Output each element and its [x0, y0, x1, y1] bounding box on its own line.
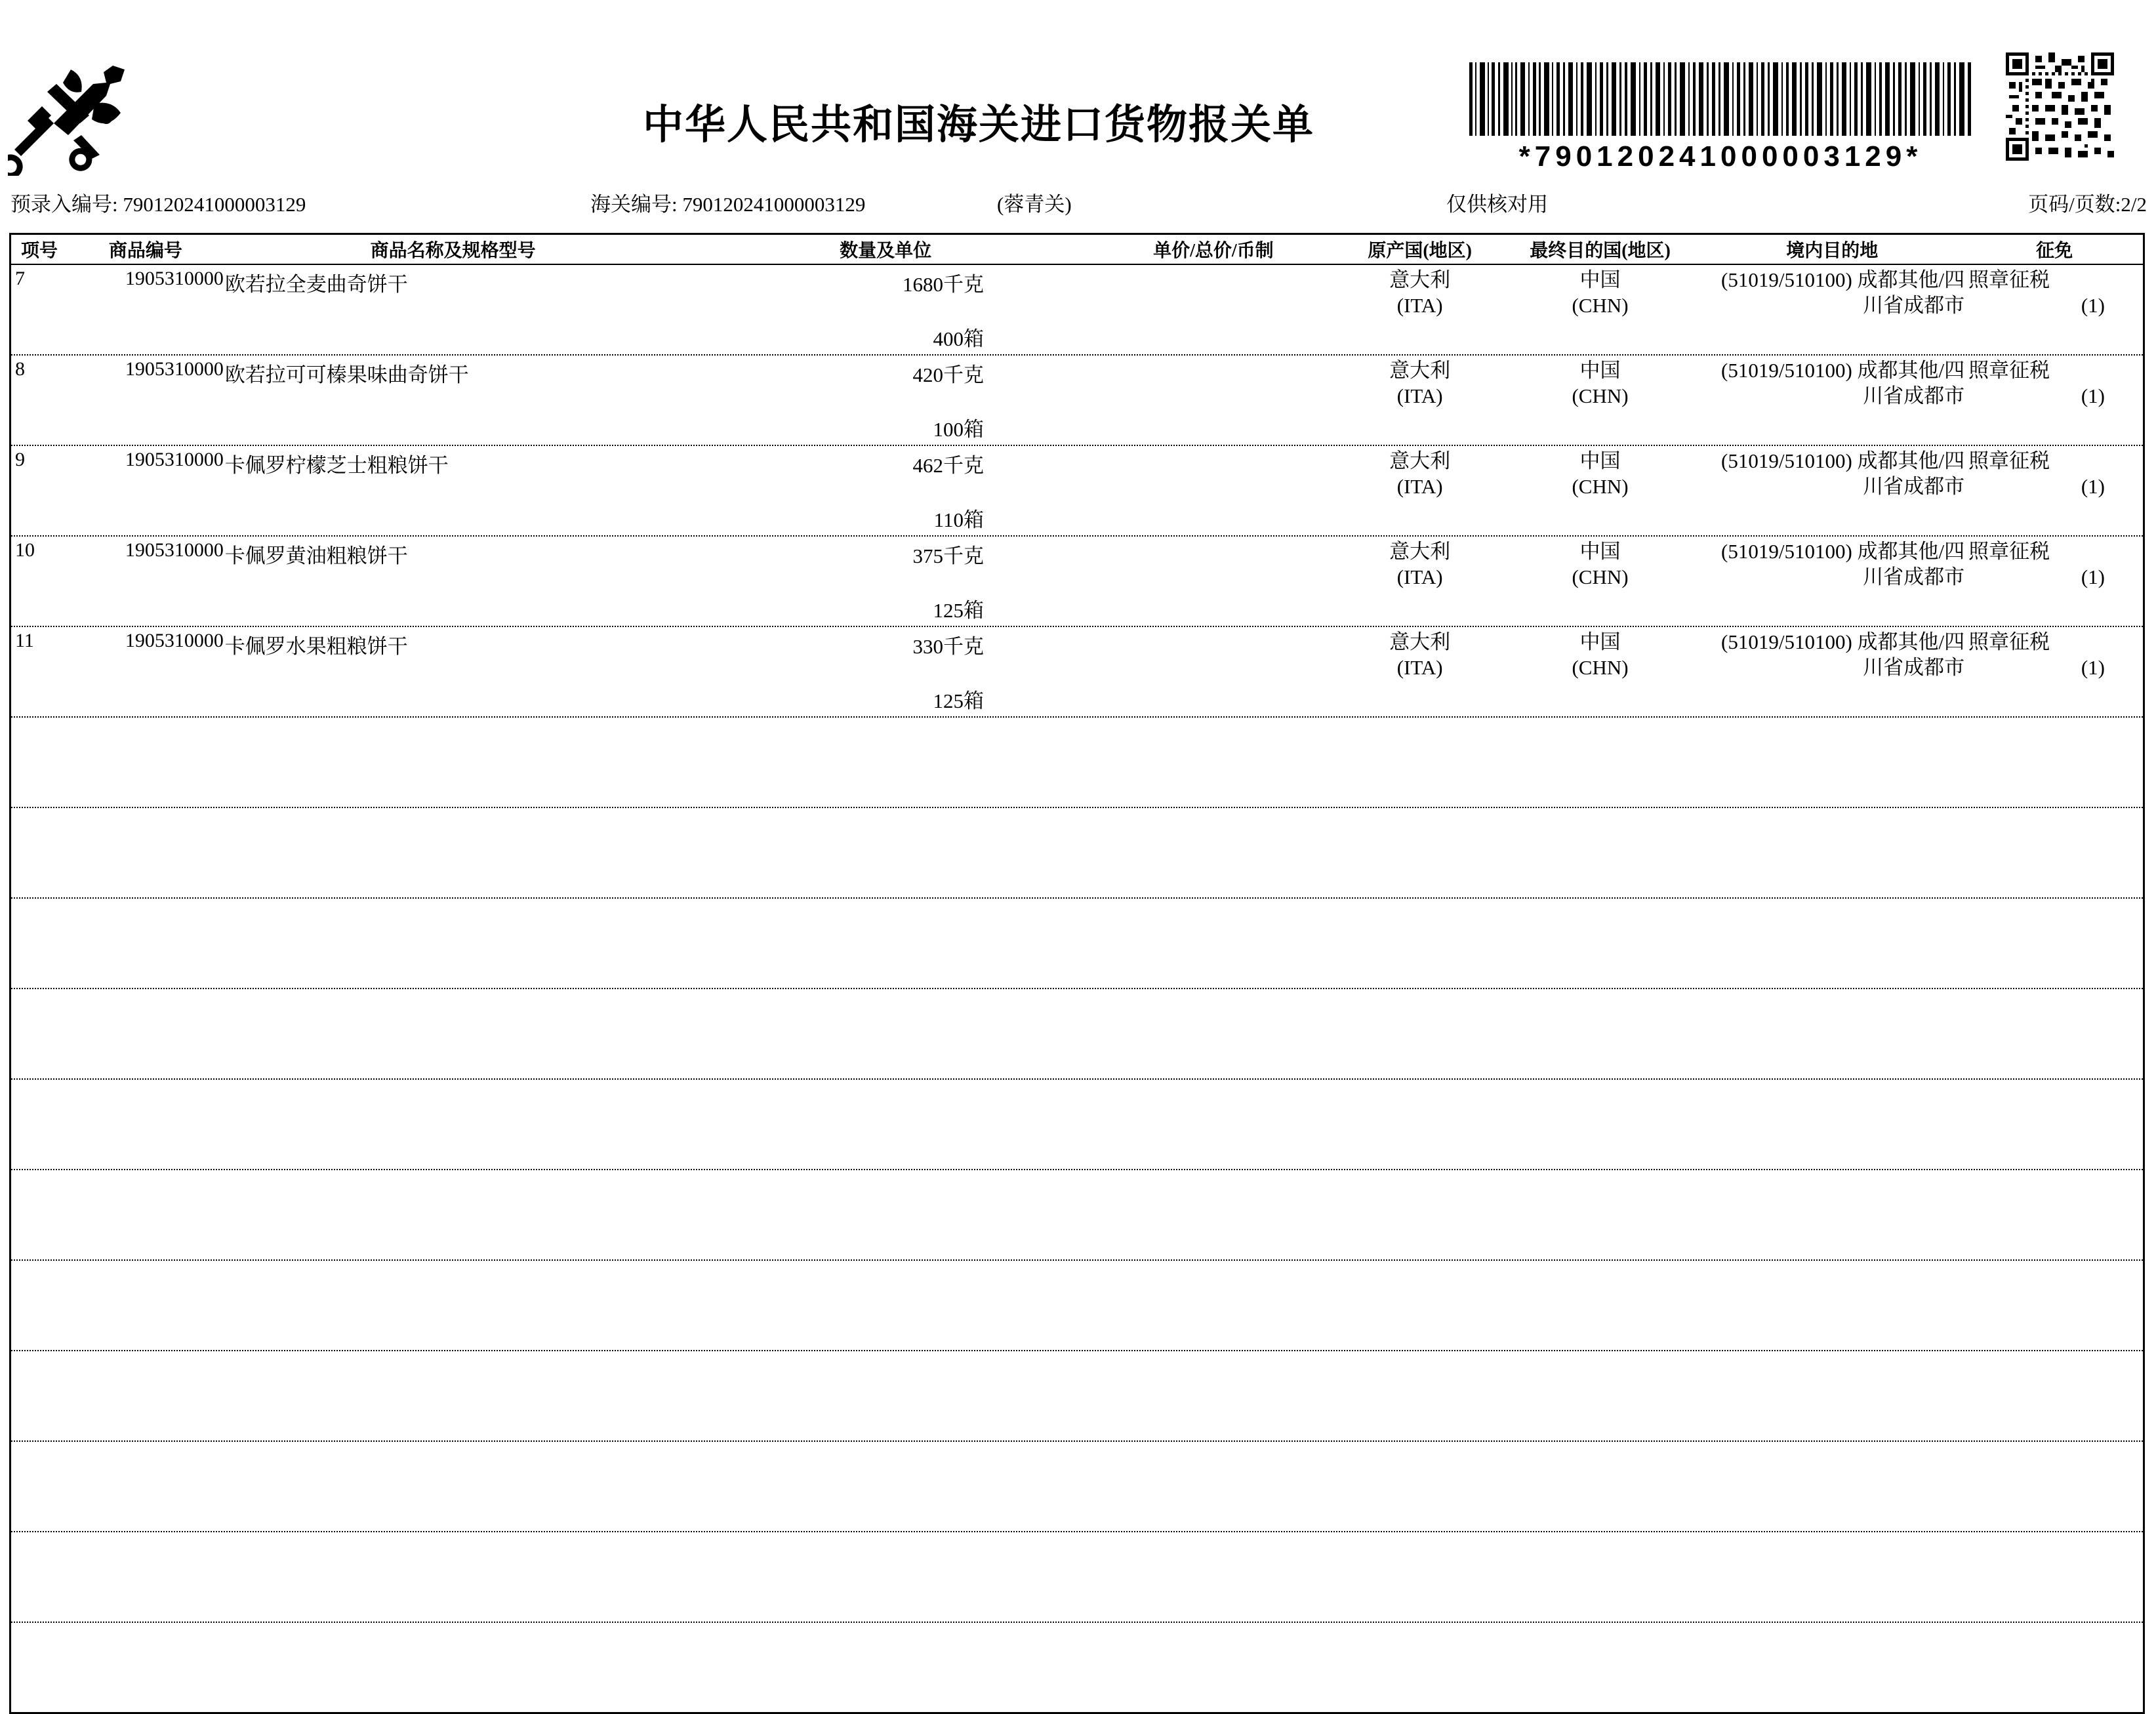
- cell-inland-line1: (51019/510100) 成都其他/四: [1721, 268, 1965, 291]
- cell-price: [1089, 356, 1338, 445]
- cell-tax-line1: 照章征税: [1968, 268, 2050, 291]
- cell-inland-line1: (51019/510100) 成都其他/四: [1721, 449, 1965, 472]
- cell-item-no: 9: [15, 449, 25, 470]
- cell-inland-destination: [1698, 627, 1966, 716]
- cell-quantity-packages: 125箱: [933, 599, 984, 622]
- table-row: [11, 537, 2143, 627]
- cell-origin-name: 意大利: [1389, 630, 1451, 653]
- column-header-destination: 最终目的国(地区): [1530, 241, 1671, 261]
- cell-inland-line2: 川省成都市: [1863, 474, 1965, 498]
- empty-table-row: [11, 1351, 2143, 1442]
- cell-tax: [1966, 537, 2143, 626]
- cell-origin-name: 意大利: [1389, 449, 1451, 472]
- cell-destination-code: (CHN): [1572, 655, 1629, 679]
- cell-item-no: 11: [15, 630, 34, 651]
- cell-tax: [1966, 627, 2143, 716]
- table-row: [11, 627, 2143, 718]
- cell-inland-destination: [1698, 446, 1966, 535]
- cell-hs-code: 1905310000: [125, 268, 224, 289]
- cell-inland-line1: (51019/510100) 成都其他/四: [1721, 540, 1965, 563]
- cell-tax-line1: 照章征税: [1968, 359, 2050, 382]
- customs-value: 790120241000003129: [682, 193, 866, 216]
- cell-hs-code: 1905310000: [125, 630, 224, 651]
- table-row: [11, 446, 2143, 537]
- cell-quantity: [682, 265, 1089, 354]
- cell-tax: [1966, 446, 2143, 535]
- column-header-price: 单价/总价/币制: [1153, 241, 1274, 261]
- cell-inland-line2: 川省成都市: [1863, 655, 1965, 679]
- cell-quantity-packages: 110箱: [933, 508, 984, 531]
- cell-tax-line2: (1): [2081, 293, 2105, 317]
- pre-entry-label: 预录入编号:: [10, 193, 118, 216]
- empty-table-row: [11, 1442, 2143, 1532]
- cell-destination: [1502, 446, 1699, 535]
- cell-destination: [1502, 265, 1699, 354]
- cell-origin: [1338, 356, 1502, 445]
- cell-goods-name: 卡佩罗柠檬芝士粗粮饼干: [224, 454, 449, 477]
- barcode-value: *790120241000003129*: [1518, 140, 1922, 173]
- cell-inland-line1: (51019/510100) 成都其他/四: [1721, 359, 1965, 382]
- empty-table-row: [11, 1080, 2143, 1170]
- cell-destination-code: (CHN): [1572, 565, 1629, 588]
- cell-inland-line2: 川省成都市: [1863, 384, 1965, 407]
- document-header: [0, 0, 2156, 184]
- cell-item-no: 10: [15, 539, 35, 561]
- cell-tax-line2: (1): [2081, 384, 2105, 407]
- empty-table-row: [11, 1532, 2143, 1623]
- cell-destination-name: 中国: [1579, 268, 1621, 291]
- customs-label: 海关编号:: [590, 193, 678, 216]
- cell-origin-code: (ITA): [1396, 293, 1443, 317]
- cell-origin: [1338, 537, 1502, 626]
- cell-quantity-weight: 420千克: [912, 363, 984, 386]
- cell-tax-line1: 照章征税: [1968, 449, 2050, 472]
- cell-destination: [1502, 356, 1699, 445]
- page-value: 2/2: [2121, 193, 2147, 216]
- cell-destination-code: (CHN): [1572, 384, 1629, 407]
- cell-goods-name: 卡佩罗黄油粗粮饼干: [224, 544, 408, 567]
- cell-destination: [1502, 537, 1699, 626]
- goods-table: [9, 233, 2145, 1714]
- cell-quantity-weight: 462千克: [912, 454, 984, 477]
- table-row: [11, 265, 2143, 356]
- cell-inland-destination: [1698, 265, 1966, 354]
- cell-tax: [1966, 356, 2143, 445]
- cell-tax-line2: (1): [2081, 565, 2105, 588]
- cell-inland-line1: (51019/510100) 成都其他/四: [1721, 630, 1965, 653]
- cell-hs-code: 1905310000: [125, 358, 224, 380]
- cell-origin: [1338, 265, 1502, 354]
- page-title: 中华人民共和国海关进口货物报关单: [643, 103, 1315, 148]
- verification-note: 仅供核对用: [1446, 193, 1548, 216]
- column-header-origin: 原产国(地区): [1368, 241, 1473, 261]
- column-header-item-no: 项号: [20, 241, 58, 261]
- cell-origin-code: (ITA): [1396, 474, 1443, 498]
- cell-destination-code: (CHN): [1572, 474, 1629, 498]
- table-body: [11, 265, 2143, 1712]
- cell-quantity-packages: 100箱: [933, 418, 984, 441]
- cell-destination-code: (CHN): [1572, 293, 1629, 317]
- cell-item-no: 8: [15, 358, 25, 380]
- cell-quantity-weight: 375千克: [912, 544, 984, 567]
- empty-table-row: [11, 808, 2143, 899]
- empty-table-row: [11, 989, 2143, 1080]
- cell-goods-name: 卡佩罗水果粗粮饼干: [224, 635, 408, 658]
- cell-goods-name: 欧若拉全麦曲奇饼干: [224, 273, 408, 296]
- cell-destination-name: 中国: [1579, 449, 1621, 472]
- cell-price: [1089, 265, 1338, 354]
- china-customs-emblem-icon: [8, 58, 139, 176]
- cell-tax-line1: 照章征税: [1968, 630, 2050, 653]
- empty-table-row: [11, 718, 2143, 808]
- cell-inland-line2: 川省成都市: [1863, 565, 1965, 588]
- cell-quantity: [682, 537, 1089, 626]
- cell-quantity: [682, 627, 1089, 716]
- empty-table-row: [11, 1170, 2143, 1261]
- cell-origin-code: (ITA): [1396, 565, 1443, 588]
- cell-origin: [1338, 627, 1502, 716]
- cell-quantity-weight: 1680千克: [902, 273, 984, 296]
- customs-port: (蓉青关): [997, 193, 1072, 216]
- cell-tax-line2: (1): [2081, 655, 2105, 679]
- column-header-inland-destination: 境内目的地: [1786, 241, 1879, 261]
- table-header-row: [11, 235, 2143, 265]
- cell-destination-name: 中国: [1579, 359, 1621, 382]
- cell-destination-name: 中国: [1579, 630, 1621, 653]
- cell-origin-name: 意大利: [1389, 268, 1451, 291]
- barcode-bars: [1468, 62, 1973, 136]
- column-header-quantity: 数量及单位: [840, 241, 932, 261]
- cell-origin-code: (ITA): [1396, 655, 1443, 679]
- cell-origin: [1338, 446, 1502, 535]
- column-header-tax: 征免: [2036, 241, 2073, 261]
- cell-origin-name: 意大利: [1389, 359, 1451, 382]
- cell-quantity-weight: 330千克: [912, 635, 984, 658]
- cell-origin-code: (ITA): [1396, 384, 1443, 407]
- cell-tax: [1966, 265, 2143, 354]
- cell-hs-code: 1905310000: [125, 539, 224, 561]
- column-header-hs-code: 商品编号: [108, 241, 182, 261]
- empty-table-row: [11, 1623, 2143, 1712]
- cell-tax-line1: 照章征税: [1968, 540, 2050, 563]
- cell-destination-name: 中国: [1579, 540, 1621, 563]
- cell-quantity: [682, 356, 1089, 445]
- customs-number: [590, 188, 865, 217]
- cell-price: [1089, 537, 1338, 626]
- cell-origin-name: 意大利: [1389, 540, 1451, 563]
- cell-goods-name: 欧若拉可可榛果味曲奇饼干: [224, 363, 469, 386]
- qr-code: [2006, 52, 2114, 161]
- empty-table-row: [11, 1261, 2143, 1351]
- page-number: [2028, 188, 2147, 217]
- empty-table-row: [11, 899, 2143, 989]
- cell-quantity-packages: 125箱: [933, 689, 984, 712]
- cell-inland-destination: [1698, 356, 1966, 445]
- table-row: [11, 356, 2143, 446]
- cell-tax-line2: (1): [2081, 474, 2105, 498]
- cell-quantity: [682, 446, 1089, 535]
- cell-destination: [1502, 627, 1699, 716]
- cell-item-no: 7: [15, 268, 25, 289]
- page-label: 页码/页数:: [2028, 193, 2121, 216]
- barcode: [1468, 62, 1973, 173]
- cell-price: [1089, 446, 1338, 535]
- cell-quantity-packages: 400箱: [933, 327, 984, 350]
- cell-price: [1089, 627, 1338, 716]
- cell-inland-line2: 川省成都市: [1863, 293, 1965, 317]
- column-header-goods-name: 商品名称及规格型号: [370, 241, 536, 261]
- pre-entry-value: 790120241000003129: [123, 193, 306, 216]
- cell-hs-code: 1905310000: [125, 449, 224, 470]
- cell-inland-destination: [1698, 537, 1966, 626]
- document-info-row: [0, 188, 2156, 222]
- pre-entry-number: [10, 188, 306, 217]
